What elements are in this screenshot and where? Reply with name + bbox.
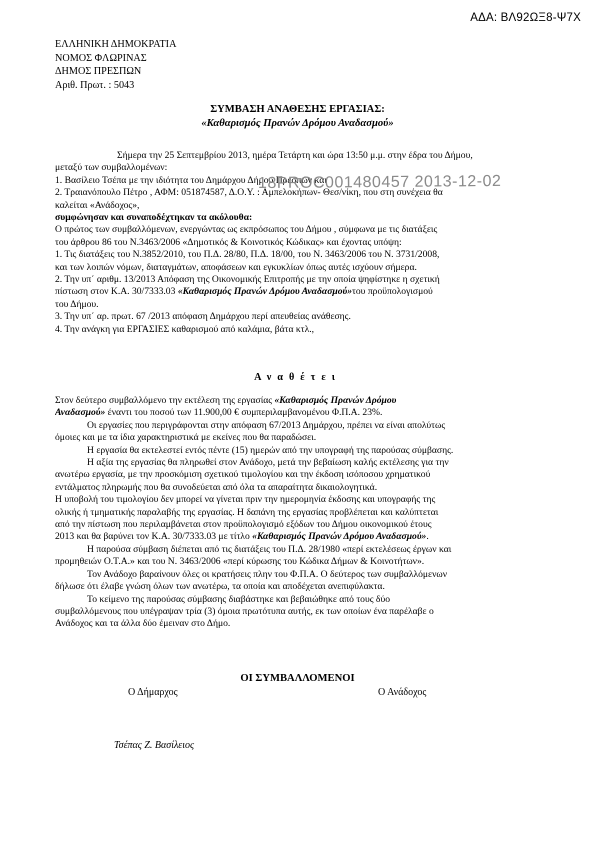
recital-item-2-cont <box>55 286 550 298</box>
recital-item-1: 1. Τις διατάξεις του Ν.3852/2010, του Π.Δ. 28/80, Π.Δ. 18/00, του Ν. 3463/2006 του Ν. 3731/2008, <box>55 249 440 261</box>
issuer-header <box>55 38 176 92</box>
header-line-prefecture: ΝΟΜΟΣ ΦΛΩΡΙΝΑΣ <box>55 52 147 64</box>
term-line: Η αξία της εργασίας θα πληρωθεί στον Ανάδοχο, μετά την βεβαίωση καλής εκτέλεσης για την <box>87 457 449 469</box>
mayor-signature-label: Ο Δήμαρχος <box>128 687 178 698</box>
project-name-inline: «Καθαρισμός Πρανών Δρόμου <box>274 395 397 406</box>
recital-item-1-cont: και των λοιπών νόμων, διαταγμάτων, αποφάσεων και εγκυκλίων όπως αυτές ισχύουν σήμερα. <box>55 261 417 273</box>
intro-parties-line: μεταξύ των συμβαλλομένων: <box>55 162 168 174</box>
mayor-name: Τσέπας Ζ. Βασίλειος <box>114 740 195 751</box>
term-line <box>55 531 550 543</box>
ada-code: ΑΔΑ: ΒΛ92ΩΞ8-Ψ7Χ <box>470 12 581 24</box>
terms-section <box>55 395 550 631</box>
term-line: Τον Ανάδοχο βαραίνουν όλες οι κρατήσεις πλην του Φ.Π.Α. Ο δεύτερος των συμβαλλόμενων <box>87 568 448 580</box>
protocol-number: Αριθ. Πρωτ. : 5043 <box>55 79 135 91</box>
project-name-inline: Αναδασμού» <box>55 407 106 419</box>
assignment-text: Στον δεύτερο συμβαλλόμενο την εκτέλεση της εργασίας <box>55 395 275 406</box>
recital-line: του άρθρου 86 του Ν.3463/2006 «Δημοτικός & Κοινοτικός Κώδικας» και έχοντας υπόψη: <box>55 236 402 248</box>
recital-item-2: 2. Την υπ΄ αριθμ. 13/2013 Απόφαση της Οικονομικής Επιτροπής με την οποία ψηφίστηκε η σχετική <box>55 274 440 286</box>
term-line: Η παρούσα σύμβαση διέπεται από τις διατάξεις του Π.Δ. 28/1980 «περί εκτελέσεως έργων και <box>87 543 452 555</box>
parties-heading: ΟΙ ΣΥΜΒΑΛΛΟΜΕΝΟΙ <box>240 673 355 684</box>
assigns-heading: Αναθέτει <box>254 372 341 383</box>
intro-date-line: Σήμερα την 25 Σεπτεμβρίου 2013, ημέρα Τετάρτη και ώρα 13:50 μ.μ. στην έδρα του Δήμου, <box>117 150 473 161</box>
project-name-inline: «Καθαρισμός Πρανών Δρόμου Αναδασμού» <box>177 286 353 298</box>
agreed-heading: συμφώνησαν και συναποδέχτηκαν τα ακόλουθα: <box>55 212 253 224</box>
term-line: Η υποβολή του τιμολογίου δεν μπορεί να γίνεται πριν την ημερομηνία έκδοσης και υπογραφής της <box>55 494 436 506</box>
recital-line: Ο πρώτος των συμβαλλόμενων, ενεργώντας ως εκπρόσωπος του Δήμου , σύμφωνα με τις διατάξεις <box>55 224 438 236</box>
term-line: εντάλματος πληρωμής που θα συνοδεύεται από όλα τα απαραίτητα δικαιολογητικά. <box>55 481 378 493</box>
budget-suffix: του προϋπολογισμού <box>352 286 433 298</box>
term-line: ολικής ή τμηματικής παραλαβής της εργασίας. Η δαπάνη της εργασίας προβλέπεται και καλύπτεται <box>55 506 439 518</box>
budget-code-text: πίστωση στον Κ.Α. 30/7333.03 <box>55 286 178 298</box>
party-two-cont: καλείται «Ανάδοχος», <box>55 199 140 211</box>
recital-item-2-end: του Δήμου. <box>55 298 99 310</box>
contract-subtitle: «Καθαρισμός Πρανών Δρόμου Αναδασμού» <box>201 118 394 129</box>
contract-title: ΣΥΜΒΑΣΗ ΑΝΑΘΕΣΗΣ ΕΡΓΑΣΙΑΣ: <box>210 104 385 115</box>
recital-item-4: 4. Την ανάγκη για ΕΡΓΑΣΙΕΣ καθαρισμού από καλάμια, βάτα κτλ., <box>55 323 315 335</box>
recital-item-3: 3. Την υπ΄ αρ. πρωτ. 67 /2013 απόφαση Δημάρχου περί απευθείας ανάθεσης. <box>55 311 351 323</box>
term-line: Το κείμενο της παρούσας σύμβασης διαβάστηκε και βεβαιώθηκε από τους δύο <box>87 593 390 605</box>
amount-text: έναντι του ποσού των 11.900,00 € συμπεριλαμβανομένου Φ.Π.Α. 23%. <box>105 407 383 419</box>
budget-code-text: 2013 και θα βαρύνει τον Κ.Α. 30/7333.03 με τίτλο <box>55 531 253 543</box>
header-line-municipality: ΔΗΜΟΣ ΠΡΕΣΠΩΝ <box>55 66 142 77</box>
contractor-signature-label: Ο Ανάδοχος <box>378 687 427 698</box>
project-name-inline: «Καθαρισμός Πρανών Δρόμου Αναδασμού» <box>252 531 427 543</box>
term-line: Ανάδοχος και τα άλλα δύο έμειναν στο Δήμο. <box>55 618 231 630</box>
term-line: προμηθειών Ο.Τ.Α.» και του Ν. 3463/2006 «περί κύρωσης του Κώδικα Δήμων & Κοινοτήτων». <box>55 556 425 568</box>
term-line: Οι εργασίες που περιγράφονται στην απόφαση 67/2013 Δημάρχου, πρέπει να είναι απολύτως <box>87 419 446 431</box>
party-one: 1. Βασίλειο Τσέπα με την ιδιότητα του Δημάρχου Δήμου Πρεσπών και <box>55 174 327 186</box>
term-line: ανωτέρω εργασία, με την προσκόμιση σχετικού τιμολογίου και την έκδοση ισόποσου χρηματικού <box>55 469 431 481</box>
term-line: συμβαλλόμενους που υπέγραψαν τρία (3) όμοια πρωτότυπα αυτής, εκ των οποίων ένα παρέλαβε ο <box>55 605 434 617</box>
watermark-stamp: 18PROC001480457 2013-12-02 <box>257 172 502 193</box>
assignment-line-cont <box>55 407 550 419</box>
term-line: όμοιες και με τα ίδια χαρακτηριστικά με εκείνες που θα παραδώσει. <box>55 432 317 444</box>
term-line: Η εργασία θα εκτελεστεί εντός πέντε (15) ημερών από την υπογραφή της παρούσας σύμβασης. <box>87 444 454 456</box>
term-line: δήλωσε ότι έλαβε γνώση όλων των ανωτέρω, τα οποία και αποδέχεται ανεπιφύλακτα. <box>55 581 385 593</box>
term-line: από την πίστωση που περιλαμβάνεται στον προϋπολογισμό εξόδων του Δήμου οικονομικού έτους <box>55 519 432 531</box>
header-line-republic: ΕΛΛΗΝΙΚΗ ΔΗΜΟΚΡΑΤΙΑ <box>55 39 177 50</box>
term-period: . <box>426 531 429 543</box>
assignment-line <box>55 395 550 407</box>
party-two: 2. Τραιανόπουλο Πέτρο , ΑΦΜ: 051874587, Δ.Ο.Υ. : Αμπελοκήπων- Θεσ/νίκη, που στη συνέχεια θα <box>55 187 443 199</box>
